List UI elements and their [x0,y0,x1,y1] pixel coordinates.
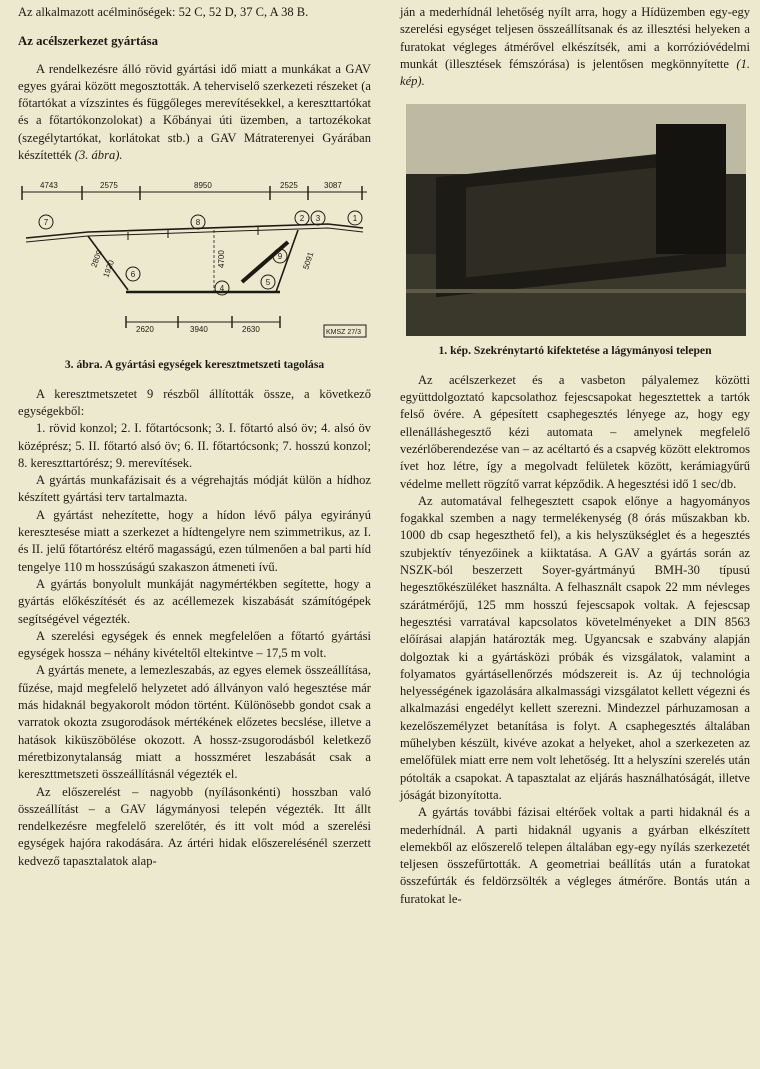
deck-outline [26,228,363,242]
part-number: 3 [315,214,321,224]
height-label: 2809 [89,249,104,270]
paragraph: A gyártás munkafázisait és a végrehajtás módját külön a hídhoz készített gyártási terv tartalmazta. [18,473,371,505]
dimension-label: 3940 [190,325,208,335]
figure-stamp: KMSZ 27/3 [326,329,362,337]
paragraph: A szerelési egységek és ennek megfelelően a főtartó gyártási egységek hossza – néhány kivételtől eltekintve – 17,5 m volt. [18,628,371,661]
paragraph: Az automatával felhegesztett csapok előnye a hagyományos fogakkal szemben a nagy termelékenység (8 órás műszakban kb. 1000 db csap hegeszthető fel), a kis helyszükséglet és a hegesztés szubjektív tényezőinek a kiiktatása. A GAV a gyártás során az NSZK-ból beszerzett Soyer-gyártmányú BMH-30 típusú hegesztőkészüléket használta. A felhasznált csapok 22 mm névleges szárátmérőjű, 125 mm hosszú fejescsapok voltak. A fejescsap hegesztési varratával kapcsolatos követelményeket a DIN 8563 előírásai alapján határozták meg. Ugyancsak e szabvány alapján dolgoztak ki a gyártásközi próbák és vizsgálatok, valamint a folyamatos gyártásellenőrzés módszereit is. Az új technológia helyességének igazolására alkalmassági vizsgálatot kellett végezni és alkalmazási engedélyt kellett szerezni. Mindezzel párhuzamosan a kezelőszemélyzet betanítása is folyt. A csaphegesztés általában műhelyben készült, kivéve azokat a helyeket, ahol a szerkezeten az emelőfülek miatt erre nem volt lehetőség. Itt a helyszíni szerelés után pótolták a csapokat. A tapasztalat az eljárás használhatóságát, illetve jóságát bizonyította. [400,493,750,802]
paragraph [400,4,750,90]
paragraph: Az előszerelést – nagyobb (nyílásonkénti) hosszban való összeállítást – a GAV lágymányosi telepén végezték. Itt állt rendelkezésre megfelelő szerelőtér, és itt volt mód a szerelési egységek hajóra rakodására. Az ártéri hidak előszerelésénél szerzett kedvező tapasztalatok alap- [18,784,371,868]
part-number: 9 [277,252,283,262]
deck-outline [26,224,363,238]
paragraph: A gyártás menete, a lemezleszabás, az egyes elemek összeállítása, fűzése, majd megfelelő helyzetet adó állványon való hegesztése már más hidaknál begyakorolt módon történt. Különösebb gondot csak a varratok okozta zsugorodások mértékének előzetes becslése, illetve a hatások kiküszöbölése okozott. A hossz-zsugorodásból keletkező méretbizonytalanság miatt a hosszméret leszabását csak a kereszttmetszeti összeállításnál végezték el. [18,663,371,782]
section-heading: Az acélszerkezet gyártása [18,34,158,49]
dimension-label: 2575 [100,181,118,191]
figure-reference: (3. ábra). [74,148,123,163]
photo-caption: 1. kép. Szekrénytartó kifektetése a lágymányosi telepen [438,344,712,358]
dimension-label: 3087 [324,181,342,191]
photo-box-girder [406,104,746,336]
part-number: 1 [352,214,358,224]
cross-section-diagram [18,170,371,350]
girder-web-right [276,230,298,292]
paragraph: A gyártás további fázisai eltérőek voltak a parti hidaknál és a mederhídnál. A parti hidaknál ugyanis a gyárban elkészített elemekből az előszerelő telepen általában egy-egy nyílás szerkezetét teljesen összefűrtották. A geometriai beállítás után a furatokat összefúrták és feldörzsölték a végleges átmérőre. Bontás után a furatokat le- [400,805,750,906]
figure-caption: 3. ábra. A gyártási egységek keresztmetszeti tagolása [64,358,325,372]
part-number: 4 [219,284,225,294]
photo-reference: (1. kép). [400,56,750,89]
height-label: 1920 [101,259,116,280]
part-number: 2 [299,214,305,224]
right-column [400,4,750,908]
dimension-label: 8950 [194,181,212,191]
paragraph-text: A rendelkezésre álló rövid gyártási idő miatt a munkákat a GAV egyes gyárai között megosztották. A teherviselő szerkezeti részeket (a főtartókat a vízszintes és függőleges merevítésekkel, a kereszttartókat és a főtartókonzolokat) a Kőbányai úti üzemben, a tartozékokat (szegélytartókat, korlátokat stb.) a GAV Mátraterenyei Gyárában készítették [18,61,371,163]
part-number: 7 [43,218,49,228]
steel-grades-text: Az alkalmazott acélminőségek: 52 C, 52 D, 37 C, A 38 B. [18,5,309,19]
height-label: 5091 [301,251,316,271]
paragraph: A keresztmetszetet 9 részből állították össze, a következő egységekből: [18,386,371,418]
paragraph-text: ján a mederhídnál lehetőség nyílt arra, hogy a Hídüzemben egy-egy szerelési egységet teljesen összeállítsanak és az illesztési helyeken a furatokat végleges átmérővel elkészítsék, ami a korrózióvédelmi munkát (illesztések fémszórása) is jelentősen megkönnyítette [400,5,750,71]
dimension-label: 4743 [40,181,58,191]
paragraph: A gyártás bonyolult munkáját nagymértékben segítette, hogy a gyártás előkészítését és az acéllemezek kiszabását számítógépek segítségével végezték. [18,576,371,626]
paragraph: A gyártást nehezítette, hogy a hídon lévő pálya egyirányú keresztesése miatt a szerkezet a hídtengelyre nem szimmetrikus, az I. és II. jelű főtartórész eltérő magasságú, ezen túlmenően a bal parti híd tengelye 110 m hosszúságú szakaszon átmeneti ívű. [18,507,371,574]
paragraph: Az acélszerkezet és a vasbeton pályalemez közötti együttdolgoztató kapcsolathoz fejescsapokat hegesztettek a tartók felső övére. A gépesített csaphegesztés lényege az, hogy egy ellenálláshegesztő kézi automata – amelynek megfelelő vezérlőberendezése van – az acéltartó és a csapvég között elektromos ívet hoz létre, így a megolvadt felületek között, kerámiagyűrű védelme mellett rögzítő varrat képződik. A hegesztési idő 1 sec/db. [400,372,750,491]
height-label: 4700 [217,250,226,269]
paragraph: 1. rövid konzol; 2. I. főtartócsonk; 3. I. főtartó alsó öv; 4. alsó öv középrész; 5. II. főtartó alsó öv; 6. II. főtartócsonk; 7. hosszú konzol; 8. kereszttartórész; 9. merevítések. [18,421,371,470]
part-number: 6 [130,270,136,280]
dimension-label: 2620 [136,325,154,335]
dimension-label: 2630 [242,325,260,335]
left-column [18,4,371,870]
dimension-label: 2525 [280,181,298,191]
part-number: 5 [265,278,271,288]
part-number: 8 [195,218,201,228]
paragraph [18,61,371,165]
